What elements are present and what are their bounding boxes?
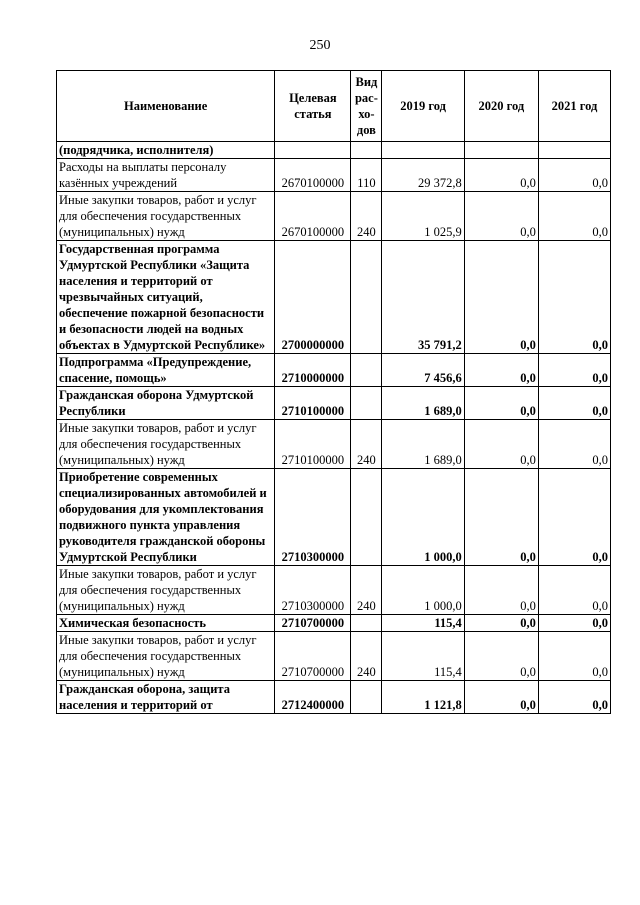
row-name: Иные закупки товаров, работ и услуг для обеспечения государственных (муниципальных) нужд: [57, 420, 275, 469]
table-body: [57, 142, 611, 714]
row-code: 2710100000: [275, 387, 351, 420]
row-value-2020: 0,0: [464, 469, 538, 566]
row-code: 2710700000: [275, 632, 351, 681]
row-value-2019: [382, 142, 464, 159]
page-number: 250: [309, 38, 331, 53]
row-value-2020: 0,0: [464, 159, 538, 192]
table-row: [57, 241, 611, 354]
row-name: Гражданская оборона Удмуртской Республики: [57, 387, 275, 420]
row-value-2020: 0,0: [464, 615, 538, 632]
row-type: 240: [351, 566, 382, 615]
header-2021: 2021 год: [538, 71, 610, 142]
row-value-2021: 0,0: [538, 192, 610, 241]
row-value-2020: [464, 142, 538, 159]
row-value-2019: 29 372,8: [382, 159, 464, 192]
header-type: Вид рас-хо-дов: [351, 71, 382, 142]
row-name: Подпрограмма «Предупреждение, спасение, помощь»: [57, 354, 275, 387]
row-value-2021: 0,0: [538, 354, 610, 387]
row-code: 2710100000: [275, 420, 351, 469]
row-type: 240: [351, 632, 382, 681]
row-value-2019: 1 000,0: [382, 469, 464, 566]
row-value-2021: 0,0: [538, 681, 610, 714]
row-name: Государственная программа Удмуртской Республики «Защита населения и территорий от чрезвычайных ситуаций, обеспечение пожарной безопасности и безопасности людей на водных объектах в Удмуртской Республике»: [57, 241, 275, 354]
table-row: [57, 632, 611, 681]
row-name: Приобретение современных специализированных автомобилей и оборудования для укомплектования подвижного пункта управления руководителя гражданской обороны Удмуртской Республики: [57, 469, 275, 566]
row-value-2020: 0,0: [464, 681, 538, 714]
row-value-2021: 0,0: [538, 469, 610, 566]
row-code: 2710300000: [275, 469, 351, 566]
row-name: Химическая безопасность: [57, 615, 275, 632]
row-value-2020: 0,0: [464, 192, 538, 241]
table-row: [57, 681, 611, 714]
header-2019: 2019 год: [382, 71, 464, 142]
row-value-2020: 0,0: [464, 241, 538, 354]
row-name: (подрядчика, исполнителя): [57, 142, 275, 159]
row-code: [275, 142, 351, 159]
row-type: [351, 615, 382, 632]
row-value-2021: 0,0: [538, 159, 610, 192]
row-value-2020: 0,0: [464, 387, 538, 420]
row-code: 2712400000: [275, 681, 351, 714]
row-value-2019: 1 000,0: [382, 566, 464, 615]
table-row: [57, 469, 611, 566]
row-type: [351, 681, 382, 714]
row-value-2020: 0,0: [464, 632, 538, 681]
row-value-2021: 0,0: [538, 241, 610, 354]
row-type: 110: [351, 159, 382, 192]
row-type: [351, 354, 382, 387]
row-code: 2670100000: [275, 192, 351, 241]
row-value-2019: 35 791,2: [382, 241, 464, 354]
row-code: 2710700000: [275, 615, 351, 632]
row-value-2019: 7 456,6: [382, 354, 464, 387]
row-code: 2710000000: [275, 354, 351, 387]
row-value-2019: 1 121,8: [382, 681, 464, 714]
row-type: [351, 241, 382, 354]
table-row: [57, 420, 611, 469]
row-type: [351, 142, 382, 159]
table-row: [57, 354, 611, 387]
row-value-2021: 0,0: [538, 632, 610, 681]
row-code: 2670100000: [275, 159, 351, 192]
table-row: [57, 192, 611, 241]
row-code: 2710300000: [275, 566, 351, 615]
row-value-2019: 115,4: [382, 615, 464, 632]
row-name: Иные закупки товаров, работ и услуг для обеспечения государственных (муниципальных) нужд: [57, 566, 275, 615]
row-value-2019: 1 025,9: [382, 192, 464, 241]
row-value-2019: 1 689,0: [382, 387, 464, 420]
row-name: Расходы на выплаты персоналу казённых учреждений: [57, 159, 275, 192]
row-code: 2700000000: [275, 241, 351, 354]
row-type: [351, 387, 382, 420]
row-value-2020: 0,0: [464, 420, 538, 469]
table-header-row: [57, 71, 611, 142]
row-name: Гражданская оборона, защита населения и территорий от: [57, 681, 275, 714]
row-value-2020: 0,0: [464, 354, 538, 387]
row-value-2021: 0,0: [538, 615, 610, 632]
table-row: [57, 142, 611, 159]
header-name: Наименование: [57, 71, 275, 142]
table-row: [57, 615, 611, 632]
row-value-2021: 0,0: [538, 566, 610, 615]
row-value-2020: 0,0: [464, 566, 538, 615]
row-name: Иные закупки товаров, работ и услуг для обеспечения государственных (муниципальных) нужд: [57, 632, 275, 681]
row-value-2019: 1 689,0: [382, 420, 464, 469]
header-code: Целевая статья: [275, 71, 351, 142]
table-row: [57, 159, 611, 192]
table-row: [57, 387, 611, 420]
row-type: [351, 469, 382, 566]
row-value-2019: 115,4: [382, 632, 464, 681]
budget-table: [56, 70, 611, 714]
row-value-2021: [538, 142, 610, 159]
header-2020: 2020 год: [464, 71, 538, 142]
row-type: 240: [351, 192, 382, 241]
row-value-2021: 0,0: [538, 420, 610, 469]
table-row: [57, 566, 611, 615]
row-name: Иные закупки товаров, работ и услуг для обеспечения государственных (муниципальных) нужд: [57, 192, 275, 241]
row-type: 240: [351, 420, 382, 469]
row-value-2021: 0,0: [538, 387, 610, 420]
